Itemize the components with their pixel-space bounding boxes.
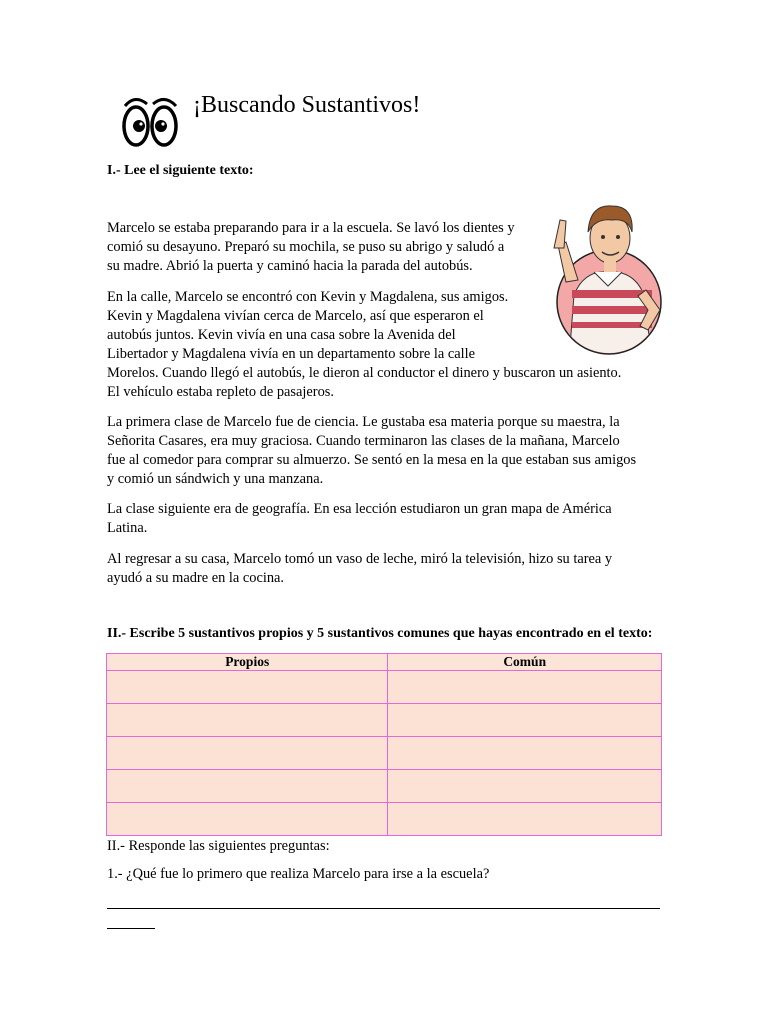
text-line: y comió un sándwich y una manzana. xyxy=(107,471,324,487)
answer-cell-propio[interactable] xyxy=(107,803,388,836)
nouns-table xyxy=(106,653,662,836)
table-row xyxy=(107,737,662,770)
text-line: Señorita Casares, era muy graciosa. Cuando terminaron las clases de la mañana, Marcelo xyxy=(107,433,620,449)
answer-cell-comun[interactable] xyxy=(388,803,662,836)
answer-cell-propio[interactable] xyxy=(107,770,388,803)
answer-cell-comun[interactable] xyxy=(388,671,662,704)
table-row xyxy=(107,770,662,803)
answer-cell-comun[interactable] xyxy=(388,737,662,770)
paragraph-2 xyxy=(107,288,667,402)
answer-cell-comun[interactable] xyxy=(388,770,662,803)
text-line: ayudó a su madre en la cocina. xyxy=(107,570,285,586)
text-line: Marcelo se estaba preparando para ir a la escuela. Se lavó los dientes y xyxy=(107,220,515,236)
text-line: comió su desayuno. Preparó su mochila, se puso su abrigo y saludó a xyxy=(107,239,505,255)
answer-cell-propio[interactable] xyxy=(107,704,388,737)
text-line: La primera clase de Marcelo fue de ciencia. Le gustaba esa materia porque su maestra, la xyxy=(107,414,620,430)
text-line: Latina. xyxy=(107,520,148,536)
page-title: ¡Buscando Sustantivos! xyxy=(193,92,421,118)
table-row xyxy=(107,671,662,704)
answer-cell-comun[interactable] xyxy=(388,704,662,737)
table-row xyxy=(107,704,662,737)
answer-line-continuation[interactable] xyxy=(107,928,155,929)
section-heading-answer: II.- Responde las siguientes preguntas: xyxy=(107,838,330,854)
section-heading-write-nouns: II.- Escribe 5 sustantivos propios y 5 sustantivos comunes que hayas encontrado en el texto: xyxy=(107,626,653,641)
section-heading-read: I.- Lee el siguiente texto: xyxy=(107,163,254,178)
column-header-comun: Común xyxy=(388,654,662,671)
text-line: El vehículo estaba repleto de pasajeros. xyxy=(107,384,334,400)
answer-cell-propio[interactable] xyxy=(107,671,388,704)
column-header-propios: Propios xyxy=(107,654,388,671)
text-line: fue al comedor para comprar su almuerzo. Se sentó en la mesa en la que estaban sus amigos xyxy=(107,452,637,468)
text-line: su madre. Abrió la puerta y caminó hacia la parada del autobús. xyxy=(107,258,473,274)
text-line: La clase siguiente era de geografía. En esa lección estudiaron un gran mapa de América xyxy=(107,501,612,517)
answer-line[interactable] xyxy=(107,908,660,909)
paragraph-1 xyxy=(107,219,667,276)
paragraph-5 xyxy=(107,550,667,588)
text-line: Morelos. Cuando llegó el autobús, le dieron al conductor el dinero y buscaron un asiento. xyxy=(107,365,622,381)
text-line: En la calle, Marcelo se encontró con Kevin y Magdalena, sus amigos. xyxy=(107,289,509,305)
answer-cell-propio[interactable] xyxy=(107,737,388,770)
question-1: 1.- ¿Qué fue lo primero que realiza Marcelo para irse a la escuela? xyxy=(107,866,490,882)
paragraph-3 xyxy=(107,413,667,489)
text-line: Libertador y Magdalena vivía en un departamento sobre la calle xyxy=(107,346,476,362)
paragraph-4 xyxy=(107,500,667,538)
table-row xyxy=(107,803,662,836)
cartoon-eyes-icon xyxy=(120,88,180,148)
text-line: autobús juntos. Kevin vivía en una casa sobre la Avenida del xyxy=(107,327,456,343)
text-line: Al regresar a su casa, Marcelo tomó un vaso de leche, miró la televisión, hizo su tarea y xyxy=(107,551,613,567)
text-line: Kevin y Magdalena vivían cerca de Marcelo, así que esperaron el xyxy=(107,308,484,324)
